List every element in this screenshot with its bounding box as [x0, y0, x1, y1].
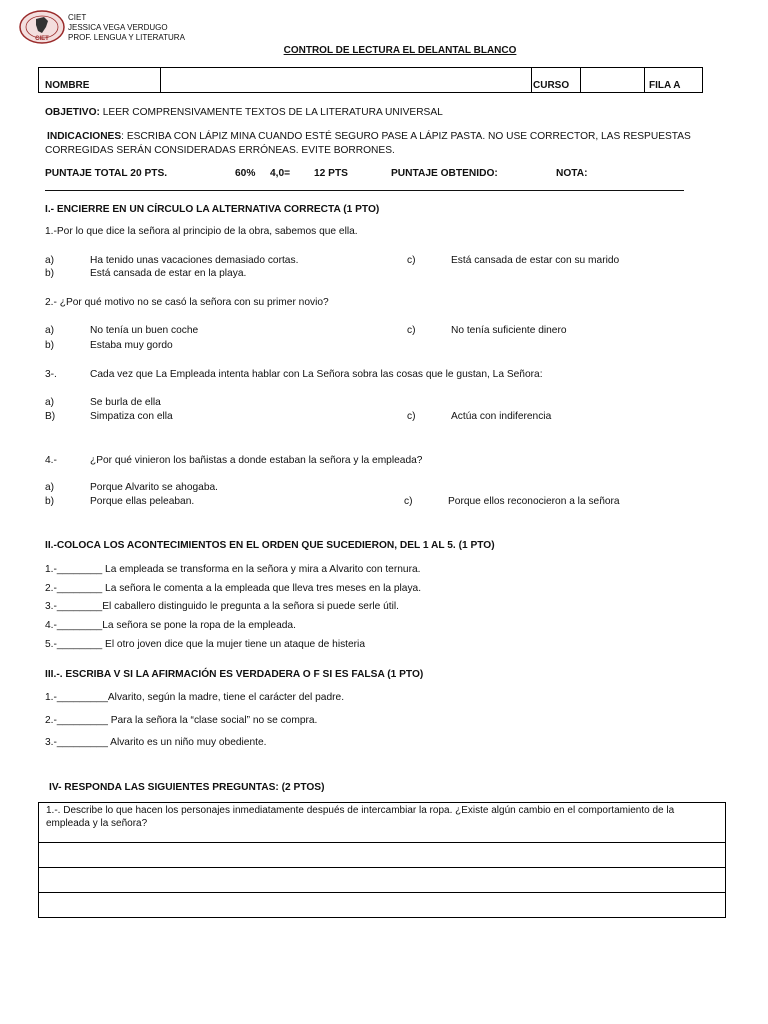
question-3-number: 3-. [45, 369, 57, 380]
school-name: CIET [68, 13, 87, 22]
answer-line[interactable] [39, 867, 725, 868]
q4-option-c-key[interactable]: c) [404, 496, 413, 507]
q1-option-c-key[interactable]: c) [407, 255, 416, 266]
svg-text:CIET: CIET [35, 36, 49, 42]
section-3-title: III.-. ESCRIBA V SI LA AFIRMACIÓN ES VERDADERA O F SI ES FALSA (1 PTO) [45, 669, 424, 680]
name-label: NOMBRE [45, 80, 90, 91]
q1-option-c[interactable]: Está cansada de estar con su marido [451, 255, 620, 266]
q3-option-b-key[interactable]: B) [45, 411, 56, 422]
section-2-title: II.-COLOCA LOS ACONTECIMIENTOS EN EL ORDEN QUE SUCEDIERON, DEL 1 AL 5. (1 PTO) [45, 540, 495, 551]
answer-line[interactable] [39, 892, 725, 893]
grade-label: NOTA: [556, 168, 588, 179]
question-4-text: ¿Por qué vinieron los bañistas a donde estaban la señora y la empleada? [90, 455, 423, 466]
q3-option-c[interactable]: Actúa con indiferencia [451, 411, 552, 422]
q3-option-b[interactable]: Simpatiza con ella [90, 411, 173, 422]
section-1-title: I.- ENCIERRE EN UN CÍRCULO LA ALTERNATIVA CORRECTA (1 PTO) [45, 204, 380, 215]
q2-option-a-key[interactable]: a) [45, 325, 55, 336]
open-question-text: 1.-. Describe lo que hacen los personajes inmediatamente después de intercambiar la ropa. ¿Existe algún cambio en el comportamiento de la empleada y la señora? [46, 805, 675, 829]
section-4-title: IV- RESPONDA LAS SIGUIENTES PREGUNTAS: (2 PTOS) [49, 782, 325, 793]
true-false-item[interactable]: 2.-_________ Para la señora la “clase social” no se compra. [45, 715, 318, 726]
row-label: FILA A [649, 80, 681, 91]
q3-option-c-key[interactable]: c) [407, 411, 416, 422]
answer-line[interactable] [39, 842, 725, 843]
objective [45, 107, 443, 118]
score-total: PUNTAJE TOTAL 20 PTS. [45, 168, 168, 179]
separator-line [45, 190, 684, 191]
q1-option-a[interactable]: Ha tenido unas vacaciones demasiado cortas. [90, 255, 299, 266]
question-4-number: 4.- [45, 455, 57, 466]
name-field[interactable] [161, 68, 531, 92]
order-item[interactable]: 4.-________La señora se pone la ropa de la empleada. [45, 620, 296, 631]
true-false-item[interactable]: 3.-_________ Alvarito es un niño muy obediente. [45, 737, 267, 748]
score-percent: 60% [235, 168, 256, 179]
answer-box[interactable] [38, 802, 726, 918]
question-2-text: 2.- ¿Por qué motivo no se casó la señora con su primer novio? [45, 297, 329, 308]
q1-option-b[interactable]: Está cansada de estar en la playa. [90, 268, 247, 279]
order-item[interactable]: 3.-________El caballero distinguido le pregunta a la señora si puede serle útil. [45, 601, 399, 612]
q4-option-a[interactable]: Porque Alvarito se ahogaba. [90, 482, 218, 493]
q2-option-a[interactable]: No tenía un buen coche [90, 325, 199, 336]
objective-label: OBJETIVO: [45, 107, 100, 118]
q4-option-b[interactable]: Porque ellas peleaban. [90, 496, 195, 507]
q2-option-b-key[interactable]: b) [45, 340, 55, 351]
order-item[interactable]: 1.-________ La empleada se transforma en la señora y mira a Alvarito con ternura. [45, 564, 421, 575]
instructions-label: INDICACIONES [47, 131, 122, 142]
question-1-text: 1.-Por lo que dice la señora al principio de la obra, sabemos que ella. [45, 226, 358, 237]
q1-option-a-key[interactable]: a) [45, 255, 55, 266]
school-logo [18, 9, 66, 45]
instructions-line-1: INDICACIONES: ESCRIBA CON LÁPIZ MINA CUANDO ESTÉ SEGURO PASE A LÁPIZ PASTA. NO USE CORRECTOR, LAS RESPUESTAS [47, 131, 691, 142]
q1-option-b-key[interactable]: b) [45, 268, 55, 279]
teacher-name: JESSICA VEGA VERDUGO [68, 23, 168, 32]
score-pts: 12 PTS [314, 168, 348, 179]
page-title: CONTROL DE LECTURA EL DELANTAL BLANCO [283, 45, 517, 56]
instructions-line-2: CORREGIDAS SERÁN CONSIDERADAS ERRÓNEAS. EVITE BORRONES. [45, 145, 395, 156]
q2-option-b[interactable]: Estaba muy gordo [90, 340, 173, 351]
teacher-subject: PROF. LENGUA Y LITERATURA [68, 33, 185, 42]
score-grade: 4,0= [270, 168, 291, 179]
q2-option-c-key[interactable]: c) [407, 325, 416, 336]
true-false-item[interactable]: 1.-_________Alvarito, según la madre, tiene el carácter del padre. [45, 692, 345, 703]
q4-option-c[interactable]: Porque ellos reconocieron a la señora [448, 496, 620, 507]
order-item[interactable]: 2.-________ La señora le comenta a la empleada que lleva tres meses en la playa. [45, 583, 422, 594]
course-field[interactable] [581, 68, 644, 92]
q4-option-b-key[interactable]: b) [45, 496, 55, 507]
q3-option-a-key[interactable]: a) [45, 397, 55, 408]
q3-option-a[interactable]: Se burla de ella [90, 397, 161, 408]
q4-option-a-key[interactable]: a) [45, 482, 55, 493]
order-item[interactable]: 5.-________ El otro joven dice que la mujer tiene un ataque de histeria [45, 639, 365, 650]
objective-text: LEER COMPRENSIVAMENTE TEXTOS DE LA LITERATURA UNIVERSAL [102, 107, 443, 118]
course-label: CURSO [533, 80, 570, 91]
question-3-text: Cada vez que La Empleada intenta hablar con La Señora sobra las cosas que le gustan, La Señora: [90, 369, 543, 380]
q2-option-c[interactable]: No tenía suficiente dinero [451, 325, 567, 336]
score-obtained-label: PUNTAJE OBTENIDO: [391, 168, 498, 179]
student-info-table [38, 67, 703, 93]
